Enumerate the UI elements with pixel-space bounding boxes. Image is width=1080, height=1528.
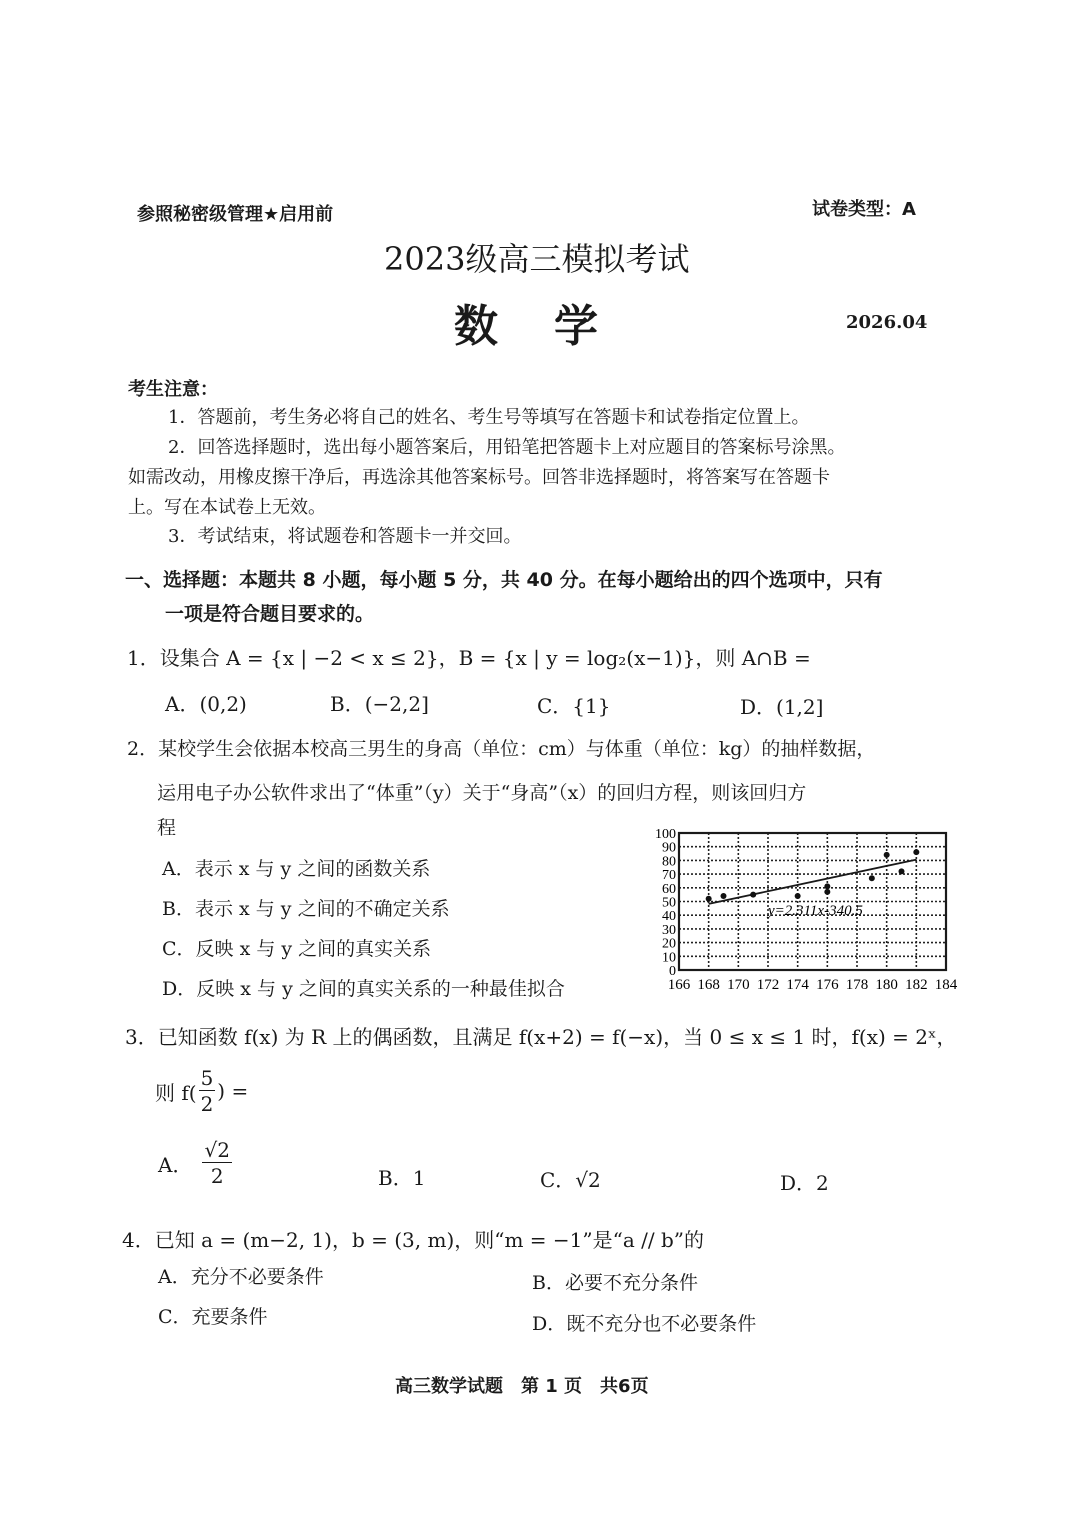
fraction-denominator: 2 — [210, 1164, 224, 1188]
y-tick-label: 80 — [662, 854, 676, 870]
option-a-label: A． — [158, 1152, 193, 1177]
question-3-equals: ) = — [217, 1079, 249, 1103]
x-tick-label: 184 — [934, 977, 958, 993]
y-tick-label: 50 — [662, 895, 676, 911]
question-2-stem-line1: 2．某校学生会依据本校高三男生的身高（单位：cm）与体重（单位：kg）的抽样数据， — [127, 738, 876, 760]
y-tick-label: 100 — [655, 827, 676, 842]
y-tick-label: 0 — [669, 964, 676, 979]
fraction-numerator: √2 — [204, 1138, 230, 1162]
question-3-stem-line1: 3．已知函数 f(x) 为 R 上的偶函数，且满足 f(x+2) = f(−x)，当 0 ≤ x ≤ 1 时，f(x) = 2ˣ， — [125, 1025, 957, 1049]
question-3-option-a — [158, 1140, 234, 1186]
data-point — [869, 875, 875, 881]
notice-item-2-cont: 如需改动，用橡皮擦干净后，再选涂其他答案标号。回答非选择题时，将答案写在答题卡 — [128, 467, 830, 488]
question-3-option-c: C．√2 — [540, 1168, 601, 1192]
data-point — [706, 896, 712, 902]
question-3-then: 则 f( — [155, 1080, 197, 1105]
fraction-denominator: 2 — [200, 1092, 214, 1116]
y-tick-label: 20 — [662, 936, 676, 952]
question-3-option-d: D．2 — [780, 1171, 829, 1195]
question-4-stem: 4．已知 a = (m−2, 1)，b = (3, m)，则“m = −1”是“a // b”的 — [122, 1228, 704, 1252]
paper-type-label: 试卷类型：A — [812, 199, 916, 220]
question-4-option-d: D．既不充分也不必要条件 — [532, 1313, 757, 1335]
regression-equation-label: y=2.311x-340.5 — [768, 903, 863, 919]
x-tick-label: 178 — [845, 977, 869, 993]
question-3-option-b: B．1 — [378, 1166, 426, 1190]
x-axis-ticks — [668, 977, 958, 993]
question-2-stem-line2: 运用电子办公软件求出了“体重”（y）关于“身高”（x）的回归方程，则该回归方 — [157, 782, 807, 804]
y-tick-label: 30 — [662, 922, 676, 938]
x-tick-label: 176 — [816, 977, 839, 993]
x-tick-label: 166 — [667, 977, 691, 993]
data-point — [824, 889, 830, 895]
y-tick-label: 70 — [662, 868, 676, 884]
data-point — [884, 852, 890, 858]
exam-date: 2026.04 — [846, 312, 928, 333]
x-tick-label: 170 — [727, 977, 750, 993]
y-axis-ticks — [655, 827, 676, 979]
fraction-sqrt2-over-2 — [202, 1140, 231, 1186]
notice-title: 考生注意： — [128, 379, 218, 400]
confidential-label: 参照秘密级管理★启用前 — [137, 204, 334, 225]
question-3-stem-line2 — [155, 1068, 248, 1114]
question-2-stem-line3: 程 — [157, 817, 177, 839]
data-point — [750, 892, 756, 898]
question-4-option-a: A．充分不必要条件 — [158, 1266, 324, 1288]
y-tick-label: 90 — [662, 840, 676, 856]
x-tick-label: 172 — [756, 977, 780, 993]
x-tick-label: 174 — [786, 977, 809, 993]
question-1-option-a: A．(0,2) — [165, 692, 247, 716]
y-tick-label: 40 — [662, 909, 676, 925]
exam-title: 2023级高三模拟考试 — [384, 240, 690, 278]
question-2-option-d: D．反映 x 与 y 之间的真实关系的一种最佳拟合 — [162, 978, 565, 1000]
question-4-option-c: C．充要条件 — [158, 1306, 268, 1328]
data-point — [824, 883, 830, 889]
question-1-stem: 1．设集合 A = {x | −2 < x ≤ 2}，B = {x | y = log₂(x−1)}，则 A∩B = — [127, 646, 811, 670]
notice-item-2-end: 上。写在本试卷上无效。 — [128, 497, 326, 518]
notice-item-2: 2．回答选择题时，选出每小题答案后，用铅笔把答题卡上对应题目的答案标号涂黑。 — [168, 437, 846, 458]
question-1-option-b: B．(−2,2] — [330, 692, 429, 716]
regression-line — [709, 860, 917, 904]
y-tick-label: 10 — [662, 950, 676, 966]
x-tick-label: 180 — [875, 977, 898, 993]
question-1-option-c: C．{1} — [537, 694, 611, 718]
x-tick-label: 168 — [697, 977, 720, 993]
question-2-option-a: A．表示 x 与 y 之间的函数关系 — [162, 858, 431, 880]
question-1-option-d: D．(1,2] — [740, 695, 824, 719]
subject-title: 数 学 — [454, 301, 604, 352]
notice-item-3: 3．考试结束，将试题卷和答题卡一并交回。 — [168, 526, 522, 547]
data-point — [899, 868, 905, 874]
page-footer: 高三数学试题 第 1 页 共6页 — [395, 1376, 649, 1397]
scatter-plot — [640, 822, 970, 1002]
fraction-numerator: 5 — [200, 1066, 214, 1090]
question-4-option-b: B．必要不充分条件 — [532, 1272, 698, 1294]
section-1-heading-cont: 一项是符合题目要求的。 — [165, 603, 375, 625]
notice-item-1: 1．答题前，考生务必将自己的姓名、考生号等填写在答题卡和试卷指定位置上。 — [168, 407, 810, 428]
x-tick-label: 182 — [905, 977, 928, 993]
question-2-option-c: C．反映 x 与 y 之间的真实关系 — [162, 938, 432, 960]
data-point — [913, 849, 919, 855]
data-point — [795, 893, 801, 899]
regression-scatter-chart — [640, 822, 970, 1002]
section-1-heading: 一、选择题：本题共 8 小题，每小题 5 分，共 40 分。在每小题给出的四个选项中，只有 — [125, 569, 883, 591]
data-point — [721, 893, 727, 899]
y-tick-label: 60 — [662, 881, 676, 897]
fraction-five-halves — [199, 1068, 216, 1114]
question-2-option-b: B．表示 x 与 y 之间的不确定关系 — [162, 898, 450, 920]
